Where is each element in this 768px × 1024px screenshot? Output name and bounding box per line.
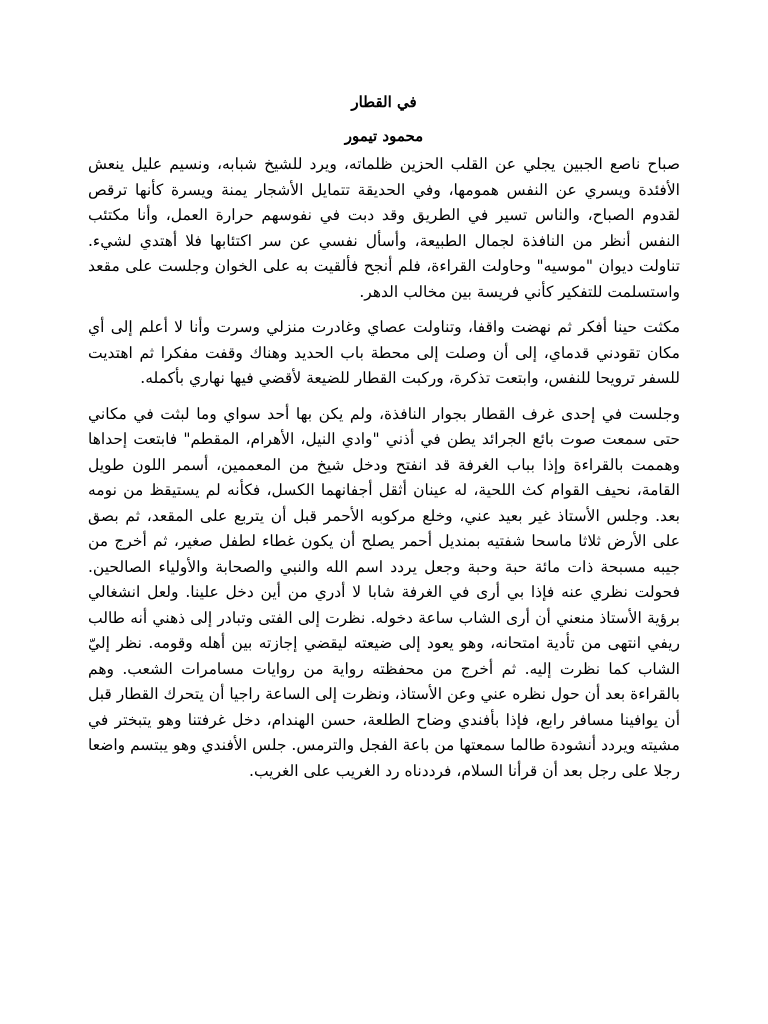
document-title: في القطار	[351, 93, 417, 111]
paragraph-3: وجلست في إحدى غرف القطار بجوار النافذة، ولم يكن بها أحد سواي وما لبثت في مكاني حتى سمعت صوت بائع الجرائد يطن في أذني "وادي النيل، الأهرام، المقطم" فابتعت إحداها وهممت بالقراءة وإذا بباب الغرفة قد انفتح ودخل شيخ من المعممين، أسمر اللون طويل القامة، نحيف القوام كث اللحية، له عينان أثقل أجفانهما الكسل، فكأنه لم يستيقظ من نومه بعد. وجلس الأستاذ غير بعيد عني، وخلع مركوبه الأحمر قبل أن يتربع على المقعد، ثم بصق على الأرض ثلاثا ماسحا شفتيه بمنديل أحمر يصلح أن يكون غطاء لطفل صغير، ثم أخرج من جيبه مسبحة ذات مائة حبة وحبة وجعل يردد اسم الله والنبي والصحابة والأولياء الصالحين. فحولت نظري عنه فإذا بي أرى في الغرفة شابا لا أدري من أين دخل علينا. ولعل انشغالي برؤية الأستاذ منعني أن أرى الشاب ساعة دخوله. نظرت إلى الفتى وتبادر إلى ذهني أنه طالب ريفي انتهى من تأدية امتحانه، وهو يعود إلى ضيعته ليقضي إجازته بين أهله وقومه. نظر إليّ الشاب كما نظرت إليه. ثم أخرج من محفظته رواية من روايات مسامرات الشعب. وهم بالقراءة بعد أن حول نظره عني وعن الأستاذ، ونظرت إلى الساعة راجيا أن يتحرك القطار قبل أن يوافينا مسافر رابع، فإذا بأفندي وضاح الطلعة، حسن الهندام، دخل غرفتنا وهو يتبختر في مشيته ويردد أنشودة طالما سمعتها من باعة الفجل والترمس. جلس الأفندي وهو يبتسم واضعا رجلا على رجل بعد أن قرأنا السلام، فرددناه رد الغريب على الغريب.	[88, 404, 680, 780]
paragraph-2: مكثت حينا أفكر ثم نهضت واقفا، وتناولت عصاي وغادرت منزلي وسرت وأنا لا أعلم إلى أي مكان تقودني قدماي، إلى أن وصلت إلى محطة باب الحديد وهناك وقفت مفكرا ثم اهتديت للسفر ترويحا للنفس، وابتعت تذكرة، وركبت القطار للضيعة لأقضي فيها نهاري بأكمله.	[88, 318, 680, 387]
document-page	[88, 92, 680, 794]
paragraph-1: صباح ناصع الجبين يجلي عن القلب الحزين ظلماته، ويرد للشيخ شبابه، ونسيم عليل ينعش الأفئدة ويسري عن النفس همومها، وفي الحديقة تتمايل الأشجار يمنة ويسرة كأنها ترقص لقدوم الصباح، والناس تسير في الطريق وقد دبت في نفوسهم حرارة العمل، وأنا مكتئب النفس أنظر من النافذة لجمال الطبيعة، وأسأل نفسي عن سر اكتئابها فلا أهتدي لشيء. تناولت ديوان "موسيه" وحاولت القراءة، فلم أنجح فألقيت به على الخوان وجلست على مقعد واستسلمت للتفكير كأني فريسة بين مخالب الدهر.	[88, 155, 680, 301]
document-author: محمود تيمور	[344, 127, 424, 145]
